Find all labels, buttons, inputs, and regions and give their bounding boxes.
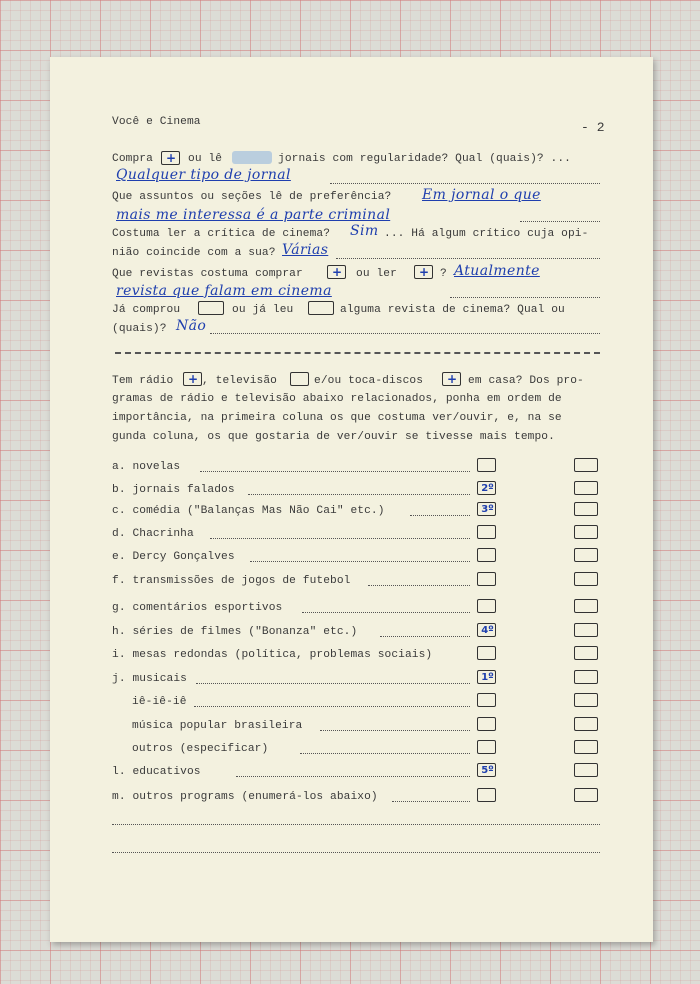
program-label: b. jornais falados: [112, 484, 235, 496]
document-title: Você e Cinema: [112, 116, 201, 128]
leader-dots: [200, 471, 470, 472]
wish-rank-box[interactable]: [574, 525, 598, 539]
answer-dots: [450, 297, 600, 298]
questionnaire-sheet: [50, 57, 653, 942]
watch-rank-box[interactable]: 1º: [477, 670, 496, 684]
watch-rank-box[interactable]: [477, 693, 496, 707]
program-label: a. novelas: [112, 461, 181, 473]
leader-dots: [250, 561, 470, 562]
leader-dots: [320, 730, 470, 731]
q6-text-d: em casa? Dos pro-: [468, 375, 584, 387]
q1-text-a: Compra: [112, 153, 153, 165]
q5-text-a: Já comprou: [112, 304, 181, 316]
q6-text-b: , televisão: [202, 375, 277, 387]
program-label: música popular brasileira: [132, 720, 303, 732]
q6-text-a: Tem rádio: [112, 375, 174, 387]
section-divider: [115, 352, 600, 354]
q1-text-c: jornais com regularidade? Qual (quais)? ...: [278, 153, 571, 165]
q2-text: Que assuntos ou seções lê de preferência?: [112, 191, 392, 203]
program-label: j. musicais: [112, 673, 187, 685]
read-cinema-magazine-checkbox[interactable]: [308, 301, 334, 315]
buy-magazine-checkbox[interactable]: +: [327, 265, 346, 279]
wish-rank-box[interactable]: [574, 717, 598, 731]
wish-rank-box[interactable]: [574, 763, 598, 777]
program-label: f. transmissões de jogos de futebol: [112, 575, 351, 587]
wish-rank-box[interactable]: [574, 599, 598, 613]
watch-rank-box[interactable]: 3º: [477, 502, 496, 516]
q4-answer-1: Atualmente: [454, 263, 540, 279]
watch-rank-box[interactable]: [477, 788, 496, 802]
wish-rank-box[interactable]: [574, 623, 598, 637]
leader-dots: [194, 706, 470, 707]
q6-text-g: gunda coluna, os que gostaria de ver/ouvir se tivesse mais tempo.: [112, 431, 555, 443]
blank-answer-line[interactable]: [112, 852, 600, 853]
q5-text-c: alguma revista de cinema? Qual ou: [340, 304, 565, 316]
q4-text-a: Que revistas costuma comprar: [112, 268, 303, 280]
q3-text-a: Costuma ler a crítica de cinema?: [112, 228, 331, 240]
program-label: iê-iê-iê: [132, 696, 187, 708]
q5-text-d: (quais)?: [112, 323, 167, 335]
q3-answer-2: Várias: [282, 242, 329, 258]
wish-rank-box[interactable]: [574, 481, 598, 495]
answer-dots: [210, 333, 600, 334]
leader-dots: [300, 753, 470, 754]
q6-text-c: e/ou toca-discos: [314, 375, 424, 387]
program-label: l. educativos: [112, 766, 201, 778]
leader-dots: [196, 683, 470, 684]
watch-rank-box[interactable]: [477, 458, 496, 472]
answer-dots: [336, 258, 600, 259]
wish-rank-box[interactable]: [574, 458, 598, 472]
answer-dots: [330, 183, 600, 184]
blank-answer-line[interactable]: [112, 824, 600, 825]
watch-rank-box[interactable]: [477, 646, 496, 660]
wish-rank-box[interactable]: [574, 572, 598, 586]
wish-rank-box[interactable]: [574, 502, 598, 516]
watch-rank-box[interactable]: 4º: [477, 623, 496, 637]
leader-dots: [392, 801, 470, 802]
q3-text-c: nião coincide com a sua?: [112, 247, 276, 259]
leader-dots: [368, 585, 470, 586]
wish-rank-box[interactable]: [574, 788, 598, 802]
has-television-checkbox[interactable]: [290, 372, 309, 386]
q4-text-b: ou ler: [356, 268, 397, 280]
q1-text-b: ou lê: [188, 153, 223, 165]
program-label: outros (especificar): [132, 743, 269, 755]
leader-dots: [380, 636, 470, 637]
program-label: h. séries de filmes ("Bonanza" etc.): [112, 626, 358, 638]
leader-dots: [302, 612, 470, 613]
read-magazine-checkbox[interactable]: +: [414, 265, 433, 279]
watch-rank-box[interactable]: [477, 572, 496, 586]
q2-answer-1: Em jornal o que: [422, 187, 541, 203]
watch-rank-box[interactable]: 5º: [477, 763, 496, 777]
program-label: i. mesas redondas (política, problemas sociais): [112, 649, 433, 661]
q4-text-c: ?: [440, 268, 447, 280]
wish-rank-box[interactable]: [574, 646, 598, 660]
program-label: e. Dercy Gonçalves: [112, 551, 235, 563]
page-number: - 2: [581, 120, 605, 135]
wish-rank-box[interactable]: [574, 693, 598, 707]
program-label: m. outros programs (enumerá-los abaixo): [112, 791, 378, 803]
watch-rank-box[interactable]: 2º: [477, 481, 496, 495]
has-radio-checkbox[interactable]: +: [183, 372, 202, 386]
q5-text-b: ou já leu: [232, 304, 294, 316]
q1-answer: Qualquer tipo de jornal: [116, 167, 291, 183]
watch-rank-box[interactable]: [477, 525, 496, 539]
leader-dots: [410, 515, 470, 516]
watch-rank-box[interactable]: [477, 740, 496, 754]
q2-answer-2: mais me interessa é a parte criminal: [116, 207, 391, 223]
q3-text-b: ... Há algum crítico cuja opi-: [384, 228, 589, 240]
ink-blot: [232, 151, 272, 164]
wish-rank-box[interactable]: [574, 740, 598, 754]
leader-dots: [248, 494, 470, 495]
answer-dots: [520, 221, 600, 222]
q3-answer-yes: Sim: [350, 223, 379, 239]
watch-rank-box[interactable]: [477, 599, 496, 613]
watch-rank-box[interactable]: [477, 548, 496, 562]
buy-newspaper-checkbox[interactable]: +: [161, 151, 180, 165]
program-label: g. comentários esportivos: [112, 602, 283, 614]
watch-rank-box[interactable]: [477, 717, 496, 731]
has-record-player-checkbox[interactable]: +: [442, 372, 461, 386]
program-label: c. comédia ("Balanças Mas Não Cai" etc.): [112, 505, 385, 517]
q6-text-e: gramas de rádio e televisão abaixo relacionados, ponha em ordem de: [112, 393, 562, 405]
q6-text-f: importância, na primeira coluna os que costuma ver/ouvir, e, na se: [112, 412, 562, 424]
leader-dots: [236, 776, 470, 777]
q4-answer-2: revista que falam em cinema: [116, 283, 332, 299]
program-label: d. Chacrinha: [112, 528, 194, 540]
bought-cinema-magazine-checkbox[interactable]: [198, 301, 224, 315]
q5-answer: Não: [176, 318, 207, 334]
wish-rank-box[interactable]: [574, 548, 598, 562]
leader-dots: [210, 538, 470, 539]
wish-rank-box[interactable]: [574, 670, 598, 684]
